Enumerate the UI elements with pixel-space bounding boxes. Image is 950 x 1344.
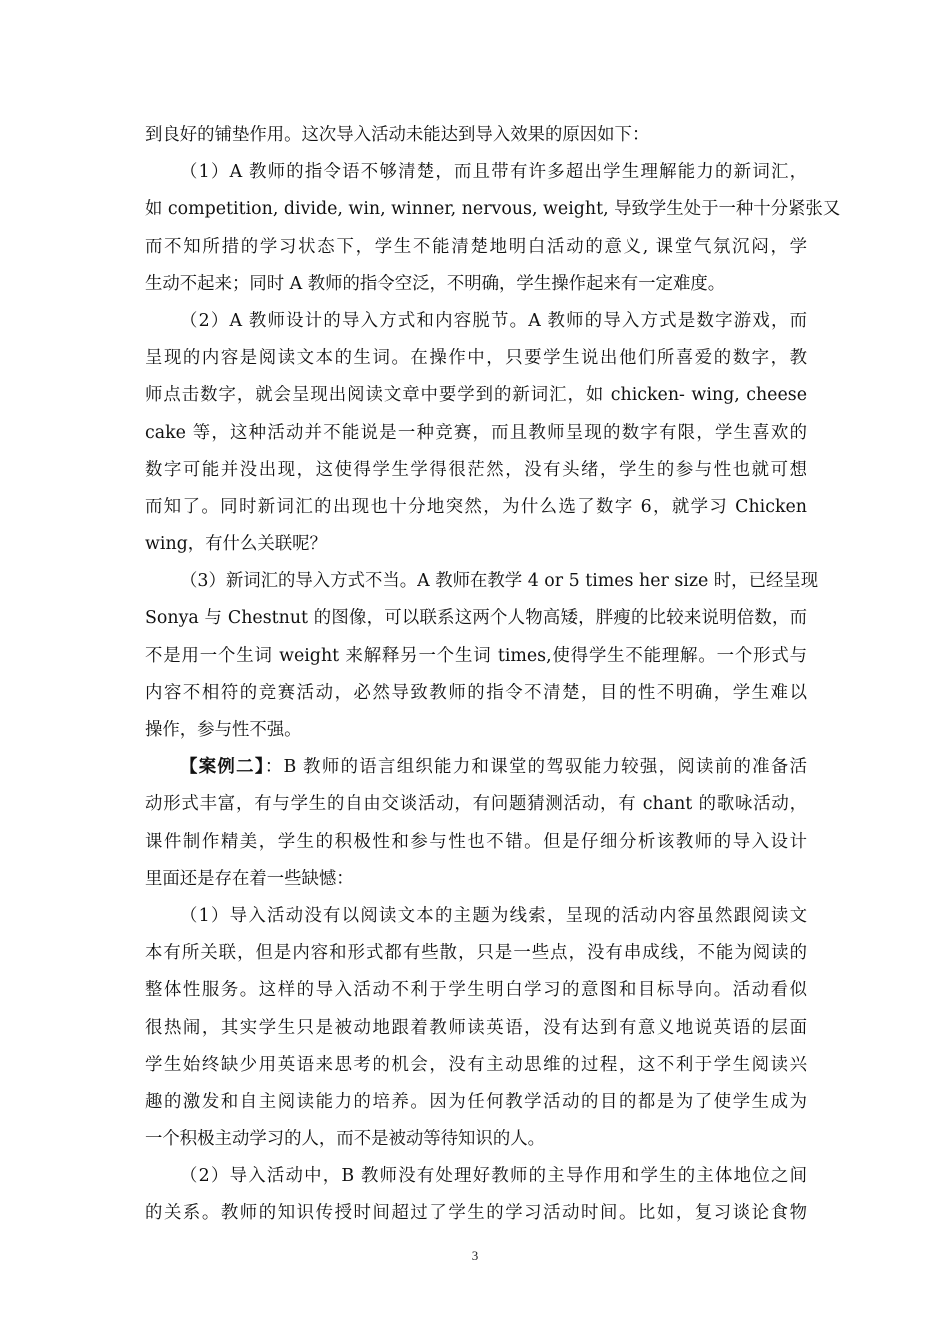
- text-line: cake 等，这种活动并不能说是一种竞赛，而且教师呈现的数字有限，学生喜欢的: [145, 422, 807, 443]
- text-line: 里面还是存在着一些缺憾：: [145, 868, 354, 889]
- text-line: 操作，参与性不强。: [145, 720, 302, 740]
- text-line: 如 competition, divide, win, winner, nervous, weight, 导致学生处于一种十分紧张又: [145, 199, 841, 220]
- text-line: 整体性服务。这样的导入活动不利于学生明白学习的意图和目标导向。活动看似: [145, 980, 807, 1001]
- text-line: （3）新词汇的导入方式不当。A 教师在教学 4 or 5 times her size 时，已经呈现: [180, 571, 819, 592]
- text-line: 到良好的铺垫作用。这次导入活动未能达到导入效果的原因如下：: [145, 125, 650, 145]
- text-line-rest: ：B 教师的语言组织能力和课堂的驾驭能力较强，阅读前的准备活: [264, 757, 807, 778]
- text-line: 一个积极主动学习的人，而不是被动等待知识的人。: [145, 1129, 545, 1150]
- case-heading: 【案例二】: [180, 757, 265, 778]
- text-line: 而知了。同时新词汇的出现也十分地突然，为什么选了数字 6，就学习 Chicken: [145, 496, 807, 517]
- text-line: 本有所关联，但是内容和形式都有些散，只是一些点，没有串成线，不能为阅读的: [145, 943, 807, 964]
- text-line: 内容不相符的竞赛活动，必然导致教师的指令不清楚，目的性不明确，学生难以: [145, 682, 807, 703]
- text-line: 动形式丰富，有与学生的自由交谈活动，有问题猜测活动，有 chant 的歌咏活动，: [145, 794, 807, 815]
- page-number: 3: [471, 1248, 479, 1263]
- text-line: （2）A 教师设计的导入方式和内容脱节。A 教师的导入方式是数字游戏，而: [180, 310, 807, 331]
- text-line: 课件制作精美，学生的积极性和参与性也不错。但是仔细分析该教师的导入设计: [145, 831, 807, 852]
- text-line: [145, 749, 807, 786]
- text-line: Sonya 与 Chestnut 的图像，可以联系这两个人物高矮，胖瘦的比较来说明倍数，而: [145, 608, 807, 629]
- text-line: （1）A 教师的指令语不够清楚，而且带有许多超出学生理解能力的新词汇，: [180, 162, 807, 183]
- text-line: 呈现的内容是阅读文本的生词。在操作中，只要学生说出他们所喜爱的数字，教: [145, 348, 807, 369]
- text-line: 的关系。教师的知识传授时间超过了学生的学习活动时间。比如，复习谈论食物: [145, 1203, 807, 1224]
- text-line: wing，有什么关联呢？: [145, 534, 327, 555]
- text-line: 趣的激发和自主阅读能力的培养。因为任何教学活动的目的都是为了使学生成为: [145, 1091, 807, 1112]
- text-line: 生动不起来；同时 A 教师的指令空泛，不明确，学生操作起来有一定难度。: [145, 273, 726, 294]
- text-line: （1）导入活动没有以阅读文本的主题为线索，呈现的活动内容虽然跟阅读文: [180, 905, 807, 926]
- text-line: 不是用一个生词 weight 来解释另一个生词 times,使得学生不能理解。一个形式与: [145, 645, 807, 666]
- text-line: 师点击数字，就会呈现出阅读文章中要学到的新词汇，如 chicken- wing, cheese: [145, 385, 807, 406]
- text-line: （2）导入活动中，B 教师没有处理好教师的主导作用和学生的主体地位之间: [180, 1166, 807, 1187]
- text-line: 而不知所措的学习状态下，学生不能清楚地明白活动的意义, 课堂气氛沉闷，学: [145, 236, 807, 257]
- text-line: 数字可能并没出现，这使得学生学得很茫然，没有头绪，学生的参与性也就可想: [145, 459, 807, 480]
- document-body: [145, 117, 841, 1233]
- text-line: 很热闹，其实学生只是被动地跟着教师读英语，没有达到有意义地说英语的层面: [145, 1017, 807, 1038]
- text-line: 学生始终缺少用英语来思考的机会，没有主动思维的过程，这不利于学生阅读兴: [145, 1054, 807, 1075]
